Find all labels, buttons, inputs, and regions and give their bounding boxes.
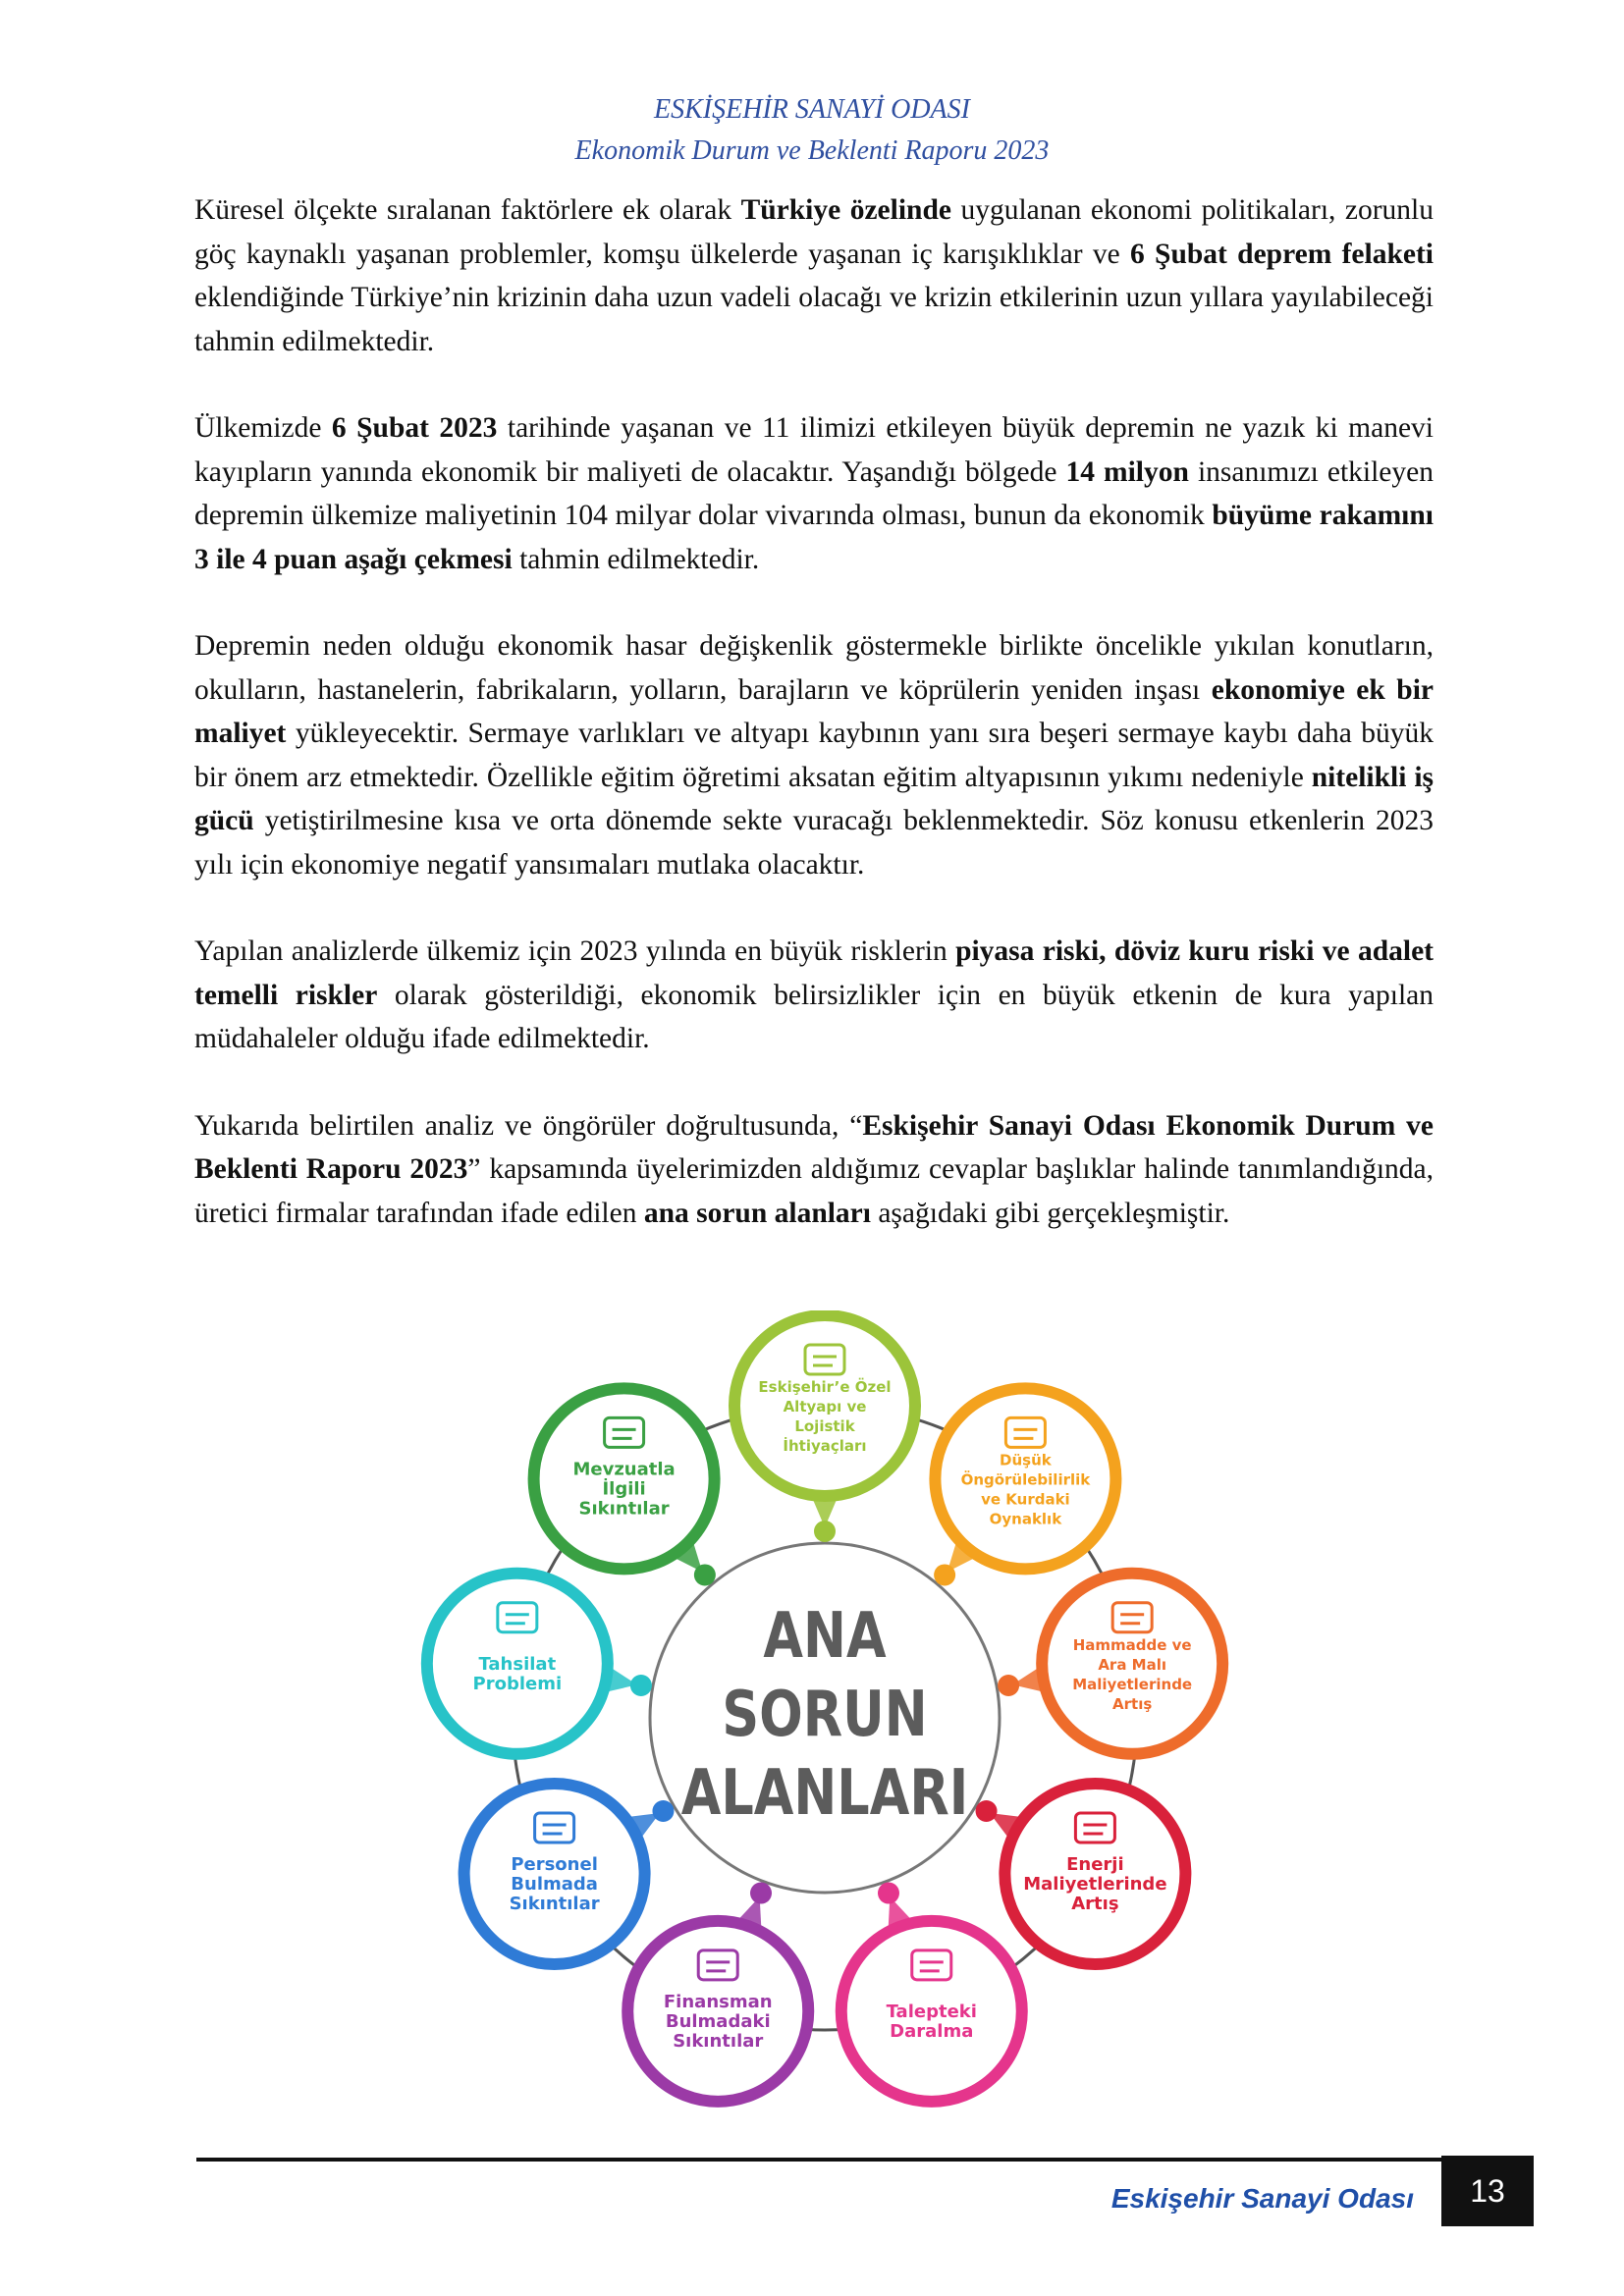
header-org: ESKİŞEHİR SANAYİ ODASI	[654, 94, 970, 125]
item-label-line: Mevzuatla	[572, 1459, 676, 1480]
item-label-line: Sıkıntılar	[578, 1498, 670, 1520]
item-label-line: Bulmada	[511, 1874, 598, 1895]
item-label-line: Düşük	[1000, 1451, 1052, 1469]
center-title-line: SORUN	[722, 1677, 928, 1751]
center-title-line: ANA	[763, 1598, 887, 1673]
item-dot	[998, 1675, 1019, 1696]
paragraph-3: Depremin neden olduğu ekonomik hasar değişkenlik göstermekle birlikte öncelikle yıkılan konutların, okulların, hastanelerin, fabrikaların, yolların, barajların ve köprülerin yeniden inşası ekonomiye ek bir maliyet yükleyecektir. Sermaye varlıkları ve altyapı kaybının yanı sıra beşeri sermaye kaybı daha büyük bir önem arz etmektedir. Özellikle eğitim öğretimi aksatan eğitim altyapısının yıkımı nedeniyle nitelikli iş gücü yetiştirilmesine kısa ve orta dönemde sekte vuracağı beklenmektedir. Söz konusu etkenlerin 2023 yılı için ekonomiye negatif yansımaları mutlaka olacaktır.	[194, 630, 1434, 881]
problem-item	[934, 1388, 1115, 1585]
item-label-line: Problemi	[472, 1673, 563, 1694]
item-label-line: İhtiyaçları	[783, 1437, 867, 1455]
item-label-line: Lojistik	[794, 1417, 855, 1435]
item-label-line: İlgili	[602, 1478, 646, 1500]
item-label-line: Eskişehir’e Özel	[758, 1378, 892, 1396]
item-label-line: Finansman	[663, 1991, 773, 2012]
item-dot	[694, 1564, 716, 1585]
problem-item	[998, 1574, 1222, 1754]
item-label-line: Talepteki	[886, 2001, 977, 2022]
paragraph-4: Yapılan analizlerde ülkemiz için 2023 yılında en büyük risklerin piyasa riski, döviz kuru riski ve adalet temelli riskler olarak gösterildiği, ekonomik belirsizlikler için en büyük etkenin de kura yapılan müdahaleler olduğu ifade edilmektedir.	[194, 935, 1435, 1054]
problem-item	[427, 1574, 652, 1754]
item-dot	[878, 1883, 899, 1904]
item-label-line: Bulmadaki	[665, 2010, 771, 2032]
item-dot	[630, 1675, 652, 1696]
problem-item	[976, 1784, 1186, 1964]
item-dot	[934, 1564, 955, 1585]
item-dot	[814, 1521, 836, 1542]
item-label-line: ve Kurdaki	[981, 1490, 1070, 1509]
header-report-title: Ekonomik Durum ve Beklenti Raporu 2023	[574, 135, 1050, 166]
paragraph-5: Yukarıda belirtilen analiz ve öngörüler doğrultusunda, “Eskişehir Sanayi Odası Ekonomik Durum ve Beklenti Raporu 2023” kapsamında üyelerimizden aldığımız cevaplar başlıklar halinde tanımlandığında, üretici firmalar tarafından ifade edilen ana sorun alanları aşağıdaki gibi gerçekleşmiştir.	[194, 1109, 1435, 1229]
item-label-line: Maliyetlerinde	[1072, 1675, 1193, 1693]
problem-item	[534, 1388, 716, 1585]
item-label-line: Oynaklık	[989, 1510, 1062, 1528]
item-label-line: Daralma	[890, 2020, 974, 2042]
item-dot	[652, 1800, 674, 1822]
paragraph-2: Ülkemizde 6 Şubat 2023 tarihinde yaşanan ve 11 ilimizi etkileyen büyük depremin ne yazık ki manevi kayıpların yanında ekonomik bir maliyeti de olacaktır. Yaşandığı bölgede 14 milyon insanımızı etkileyen depremin ülkemize maliyetinin 104 milyar dolar vivarında olması, bunun da ekonomik büyüme rakamını 3 ile 4 puan aşağı çekmesi tahmin edilmektedir.	[194, 412, 1434, 575]
item-label-line: Ara Malı	[1098, 1655, 1167, 1674]
center-circle	[650, 1543, 1000, 1893]
item-label-line: Hammadde ve	[1072, 1635, 1192, 1654]
footer-org: Eskişehir Sanayi Odası	[1110, 2183, 1414, 2214]
item-label-line: Enerji	[1066, 1854, 1124, 1875]
problem-item	[627, 1883, 808, 2102]
item-label-line: Sıkıntılar	[673, 2030, 764, 2052]
item-dot	[750, 1883, 772, 1904]
item-label-line: Altyapı ve	[783, 1398, 867, 1415]
page-number: 13	[1441, 2156, 1534, 2226]
item-label-line: Öngörülebilirlik	[960, 1470, 1091, 1489]
item-label-line: Artış	[1071, 1894, 1119, 1914]
item-label-line: Personel	[511, 1854, 598, 1875]
problem-item	[464, 1784, 675, 1964]
problem-areas-diagram	[412, 1310, 1237, 2135]
item-label-line: Maliyetlerinde	[1023, 1874, 1167, 1895]
footer-rule	[196, 2158, 1453, 2162]
item-dot	[976, 1800, 998, 1822]
item-label-line: Sıkıntılar	[509, 1894, 600, 1914]
paragraph-1: Küresel ölçekte sıralanan faktörlere ek olarak Türkiye özelinde uygulanan ekonomi politikaları, zorunlu göç kaynaklı yaşanan problemler, komşu ülkelerde yaşanan iç karışıklıklar ve 6 Şubat deprem felaketi eklendiğinde Türkiye’nin krizinin daha uzun vadeli olacağı ve krizin etkilerinin uzun yıllara yayılabileceği tahmin edilmektedir.	[194, 194, 1434, 357]
body-text	[194, 188, 1434, 1278]
item-label-line: Tahsilat	[478, 1653, 557, 1675]
problem-item	[841, 1883, 1022, 2102]
center-title-line: ALANLARI	[680, 1755, 969, 1830]
item-label-line: Artış	[1112, 1694, 1153, 1713]
problem-item	[734, 1315, 915, 1542]
